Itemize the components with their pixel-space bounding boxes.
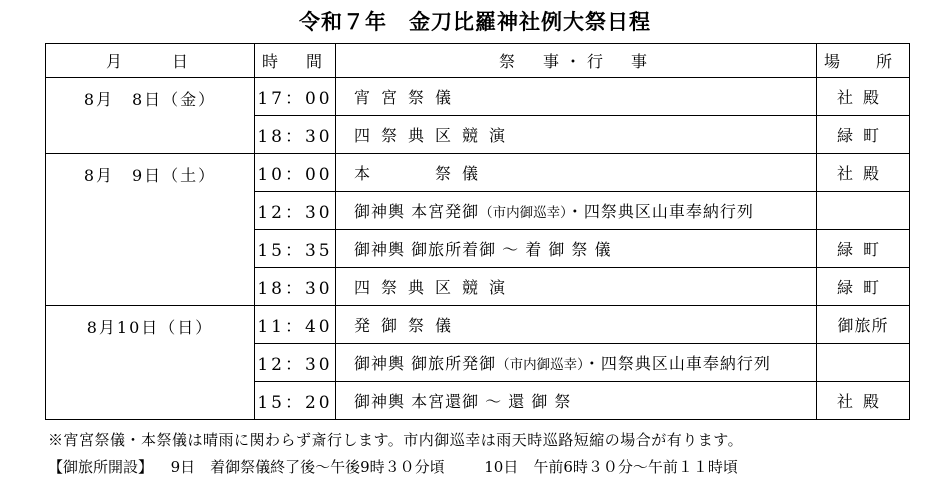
date-cell: 8月 9日（土） <box>46 154 255 306</box>
event-text: 御神輿 御旅所着御 ～ 着 御 祭 儀 <box>354 240 612 259</box>
time-cell: 15：20 <box>255 382 336 420</box>
place-cell <box>817 344 910 382</box>
event-text: 本 祭儀 <box>354 164 490 183</box>
event-text: 宵宮祭儀 <box>354 88 463 107</box>
time-cell: 18：30 <box>255 116 336 154</box>
header-event: 祭 事・行 事 <box>336 44 817 78</box>
page-title: 令和７年 金刀比羅神社例大祭日程 <box>299 9 651 34</box>
place-cell: 緑町 <box>817 268 910 306</box>
time-cell: 17：00 <box>255 78 336 116</box>
event-note: （市内御巡幸） <box>496 357 584 373</box>
event-cell <box>336 382 817 420</box>
header-date: 月 日 <box>46 44 255 78</box>
place-cell: 社殿 <box>817 382 910 420</box>
time-cell: 15：35 <box>255 230 336 268</box>
event-text: 御神輿 御旅所発御 <box>354 354 497 373</box>
schedule-table <box>45 43 910 420</box>
note-otabisho-day9: 9日 着御祭儀終了後～午後9時３０分頃 <box>170 458 445 476</box>
place-cell: 緑町 <box>817 230 910 268</box>
place-cell: 社殿 <box>817 78 910 116</box>
event-cell <box>336 268 817 306</box>
note-otabisho-label: 【御旅所開設】 <box>48 458 154 476</box>
header-time: 時 間 <box>255 44 336 78</box>
event-note: （市内御巡幸） <box>479 205 567 221</box>
event-tail: ・四祭典区山車奉納行列 <box>566 202 754 221</box>
note-weather: ※宵宮祭儀・本祭儀は晴雨に関わらず斎行します。市内御巡幸は雨天時巡路短縮の場合が有ります。 <box>48 431 744 449</box>
event-tail: ・四祭典区山車奉納行列 <box>583 354 771 373</box>
event-text: 四祭典区競演 <box>354 126 517 145</box>
time-cell: 12：30 <box>255 344 336 382</box>
place-cell <box>817 192 910 230</box>
header-place: 場 所 <box>817 44 910 78</box>
schedule-body <box>46 78 910 420</box>
event-text: 四祭典区競演 <box>354 278 517 297</box>
date-cell: 8月 8日（金） <box>46 78 255 154</box>
place-cell: 緑町 <box>817 116 910 154</box>
note-otabisho <box>48 456 738 477</box>
event-cell <box>336 344 817 382</box>
note-otabisho-day10: 10日 午前6時３０分～午前１１時頃 <box>484 458 738 476</box>
event-text: 発御祭儀 <box>354 316 463 335</box>
event-text: 御神輿 本宮発御 <box>354 202 480 221</box>
event-cell <box>336 230 817 268</box>
event-cell <box>336 192 817 230</box>
event-cell <box>336 116 817 154</box>
time-cell: 12：30 <box>255 192 336 230</box>
event-cell <box>336 154 817 192</box>
time-cell: 11：40 <box>255 306 336 344</box>
schedule-row <box>46 154 910 192</box>
place-cell: 社殿 <box>817 154 910 192</box>
event-text: 御神輿 本宮還御 ～ 還 御 祭 <box>354 392 572 411</box>
date-cell: 8月10日（日） <box>46 306 255 420</box>
event-cell <box>336 78 817 116</box>
time-cell: 18：30 <box>255 268 336 306</box>
table-header-row <box>46 44 910 78</box>
schedule-row <box>46 78 910 116</box>
place-cell: 御旅所 <box>817 306 910 344</box>
event-cell <box>336 306 817 344</box>
schedule-row <box>46 306 910 344</box>
time-cell: 10：00 <box>255 154 336 192</box>
